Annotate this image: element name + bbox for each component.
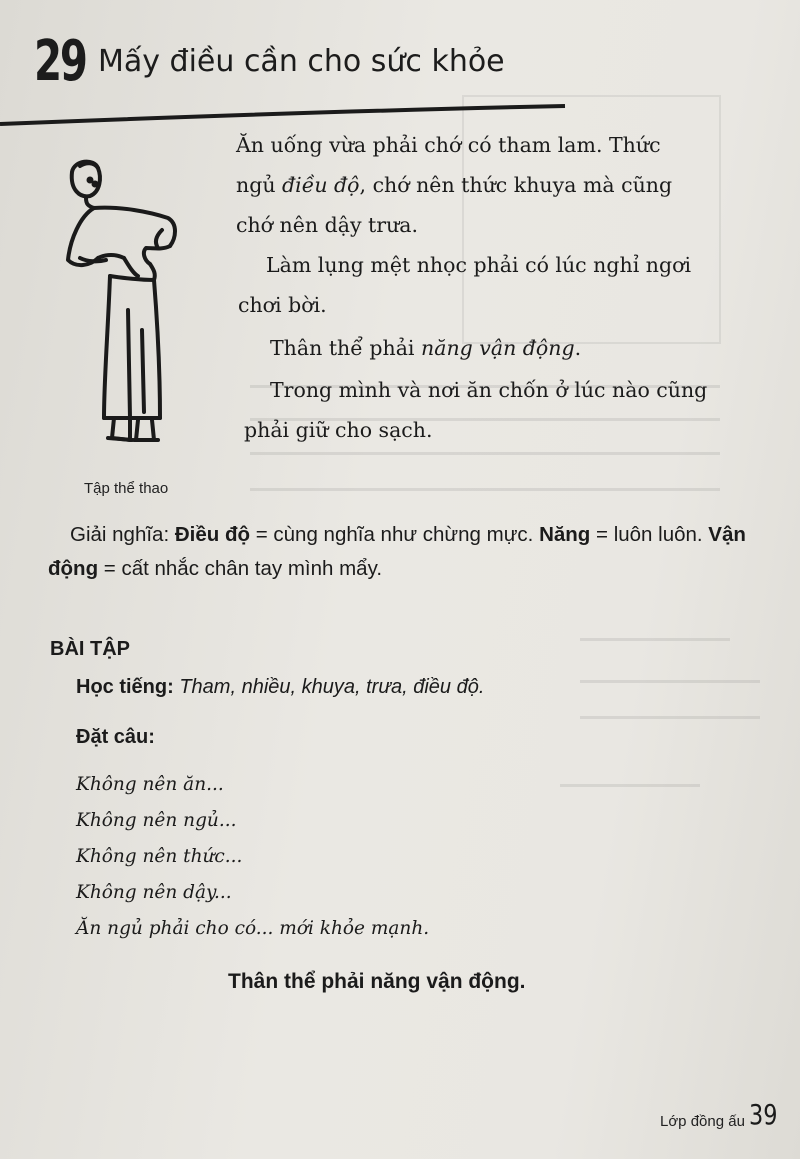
text-run: ngủ	[236, 173, 283, 197]
explanation-label: Giải nghĩa:	[70, 523, 170, 546]
paragraph-line	[236, 165, 672, 205]
paragraph-line: phải giữ cho sạch.	[244, 418, 433, 442]
sentence-prompt: Không nên thức...	[76, 846, 243, 867]
definition: = cùng nghĩa như chừng mực.	[250, 523, 540, 546]
paragraph-line: chớ nên dậy trưa.	[236, 213, 419, 237]
emphasis-term: năng vận động	[421, 336, 575, 360]
paragraph-line	[270, 328, 581, 368]
paragraph-line: chơi bời.	[238, 293, 327, 317]
sentence-prompt: Không nên ngủ...	[76, 810, 237, 831]
sentence-label-text: Đặt câu:	[76, 726, 155, 748]
sentence-label	[76, 726, 155, 749]
text-run: Thân thể phải	[270, 336, 422, 360]
closing-line: Thân thể phải năng vận động.	[228, 970, 526, 993]
sentence-prompt: Không nên dậy...	[76, 882, 232, 903]
section-heading: BÀI TẬP	[50, 638, 130, 660]
paragraph-line: Làm lụng mệt nhọc phải có lúc nghỉ ngơi	[266, 253, 692, 277]
text-run: , chớ nên thức khuya mà cũng	[359, 173, 673, 197]
vocab-words: Tham, nhiều, khuya, trưa, điều độ.	[173, 676, 485, 698]
vocab-line	[76, 676, 484, 699]
vocab-label: Học tiếng:	[76, 676, 174, 698]
term: Năng	[539, 523, 591, 546]
chapter-title: Mấy điều cần cho sức khỏe	[98, 44, 505, 79]
term: Điều độ	[174, 523, 251, 546]
chapter-number: 29	[34, 29, 86, 94]
explanation-block	[48, 518, 763, 586]
definition: = cất nhắc chân tay mình mẩy.	[98, 557, 383, 580]
page-number: 39	[749, 1098, 778, 1131]
footer-label: Lớp đồng ấu	[660, 1113, 745, 1130]
text-run: .	[574, 336, 582, 360]
emphasis-term: điều độ	[282, 173, 360, 197]
term: Vận động	[48, 523, 746, 580]
illustration-caption: Tập thể thao	[84, 480, 169, 497]
person-stretching-icon	[50, 150, 190, 460]
sentence-prompt: Không nên ăn...	[76, 774, 224, 795]
sentence-prompt: Ăn ngủ phải cho có... mới khỏe mạnh.	[76, 918, 430, 939]
paragraph-line: Trong mình và nơi ăn chốn ở lúc nào cũng	[270, 378, 708, 402]
definition: = luôn luôn.	[590, 523, 709, 546]
paragraph-line: Ăn uống vừa phải chớ có tham lam. Thức	[236, 133, 661, 157]
